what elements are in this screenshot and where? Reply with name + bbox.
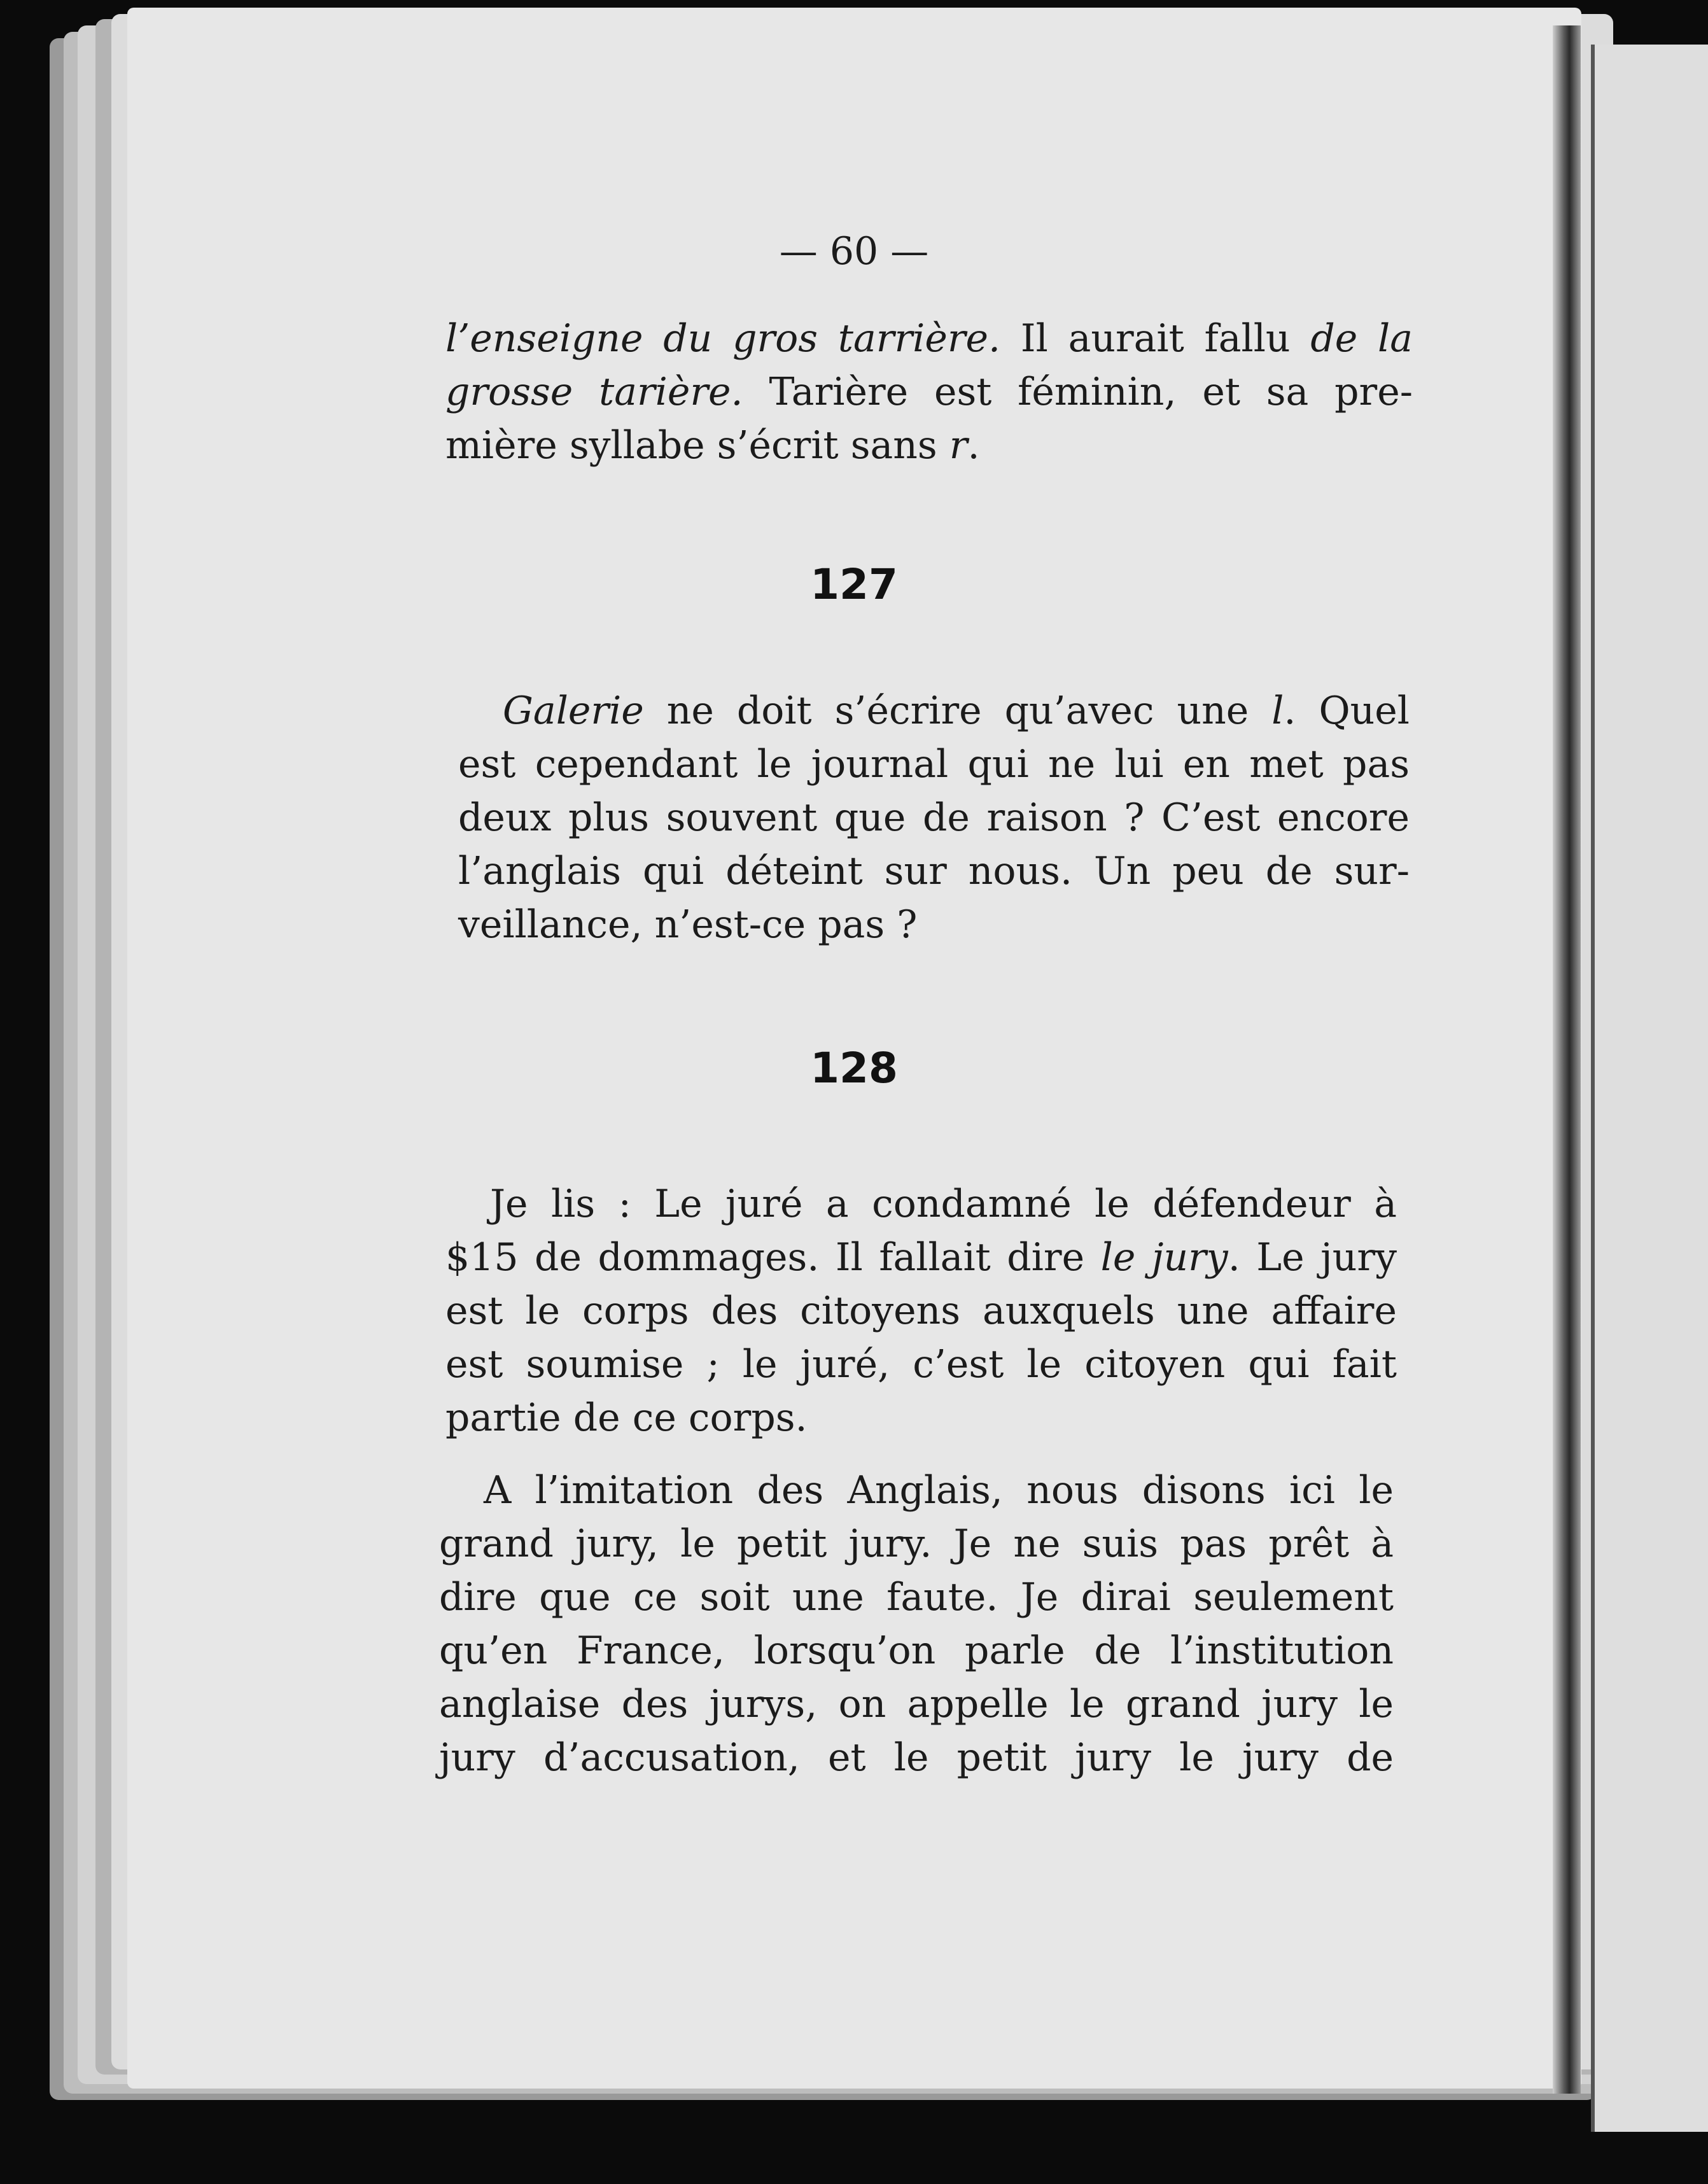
text-line: anglaise des jurys, on appelle le grand jury le (439, 1682, 1394, 1726)
text-line: A l’imitation des Anglais, nous disons ici le (484, 1468, 1394, 1513)
paragraph-128 (445, 1177, 1397, 1445)
text-line: l’enseigne du gros tarrière. Il aurait fallu de la (445, 316, 1413, 361)
text-line: deux plus souvent que de raison ? C’est encore (458, 795, 1410, 840)
section-number-127: 127 (810, 560, 898, 609)
paragraph-128-second (439, 1464, 1394, 1784)
text-line: Je lis : Le juré a condamné le défendeur à (490, 1182, 1397, 1226)
text-line: grosse tarière. Tarière est féminin, et sa pre- (445, 370, 1413, 414)
page-number: — 60 — (779, 229, 929, 274)
text-line: mière syllabe s’écrit sans r. (445, 423, 980, 468)
text-line: est soumise ; le juré, c’est le citoyen qui fait (445, 1342, 1397, 1387)
text-line: jury d’accusation, et le petit jury le jury de (439, 1735, 1394, 1780)
text-line: grand jury, le petit jury. Je ne suis pas prêt à (439, 1522, 1394, 1566)
text-line: Galerie ne doit s’écrire qu’avec une l. Quel (503, 689, 1410, 733)
section-number-128: 128 (810, 1044, 898, 1093)
text-line: dire que ce soit une faute. Je dirai seulement (439, 1575, 1394, 1620)
text-line: est cependant le journal qui ne lui en met pas (458, 742, 1410, 787)
text-line: partie de ce corps. (445, 1396, 808, 1440)
text-line: qu’en France, lorsqu’on parle de l’institution (439, 1628, 1394, 1673)
paragraph-127 (458, 684, 1410, 951)
text-line: veillance, n’est-ce pas ? (458, 902, 918, 947)
text-line: est le corps des citoyens auxquels une affaire (445, 1289, 1397, 1333)
paragraph-continued (445, 312, 1413, 472)
text-line: $15 de dommages. Il fallait dire le jury. Le jury (445, 1235, 1397, 1280)
text-line: l’anglais qui déteint sur nous. Un peu de sur- (458, 849, 1410, 893)
